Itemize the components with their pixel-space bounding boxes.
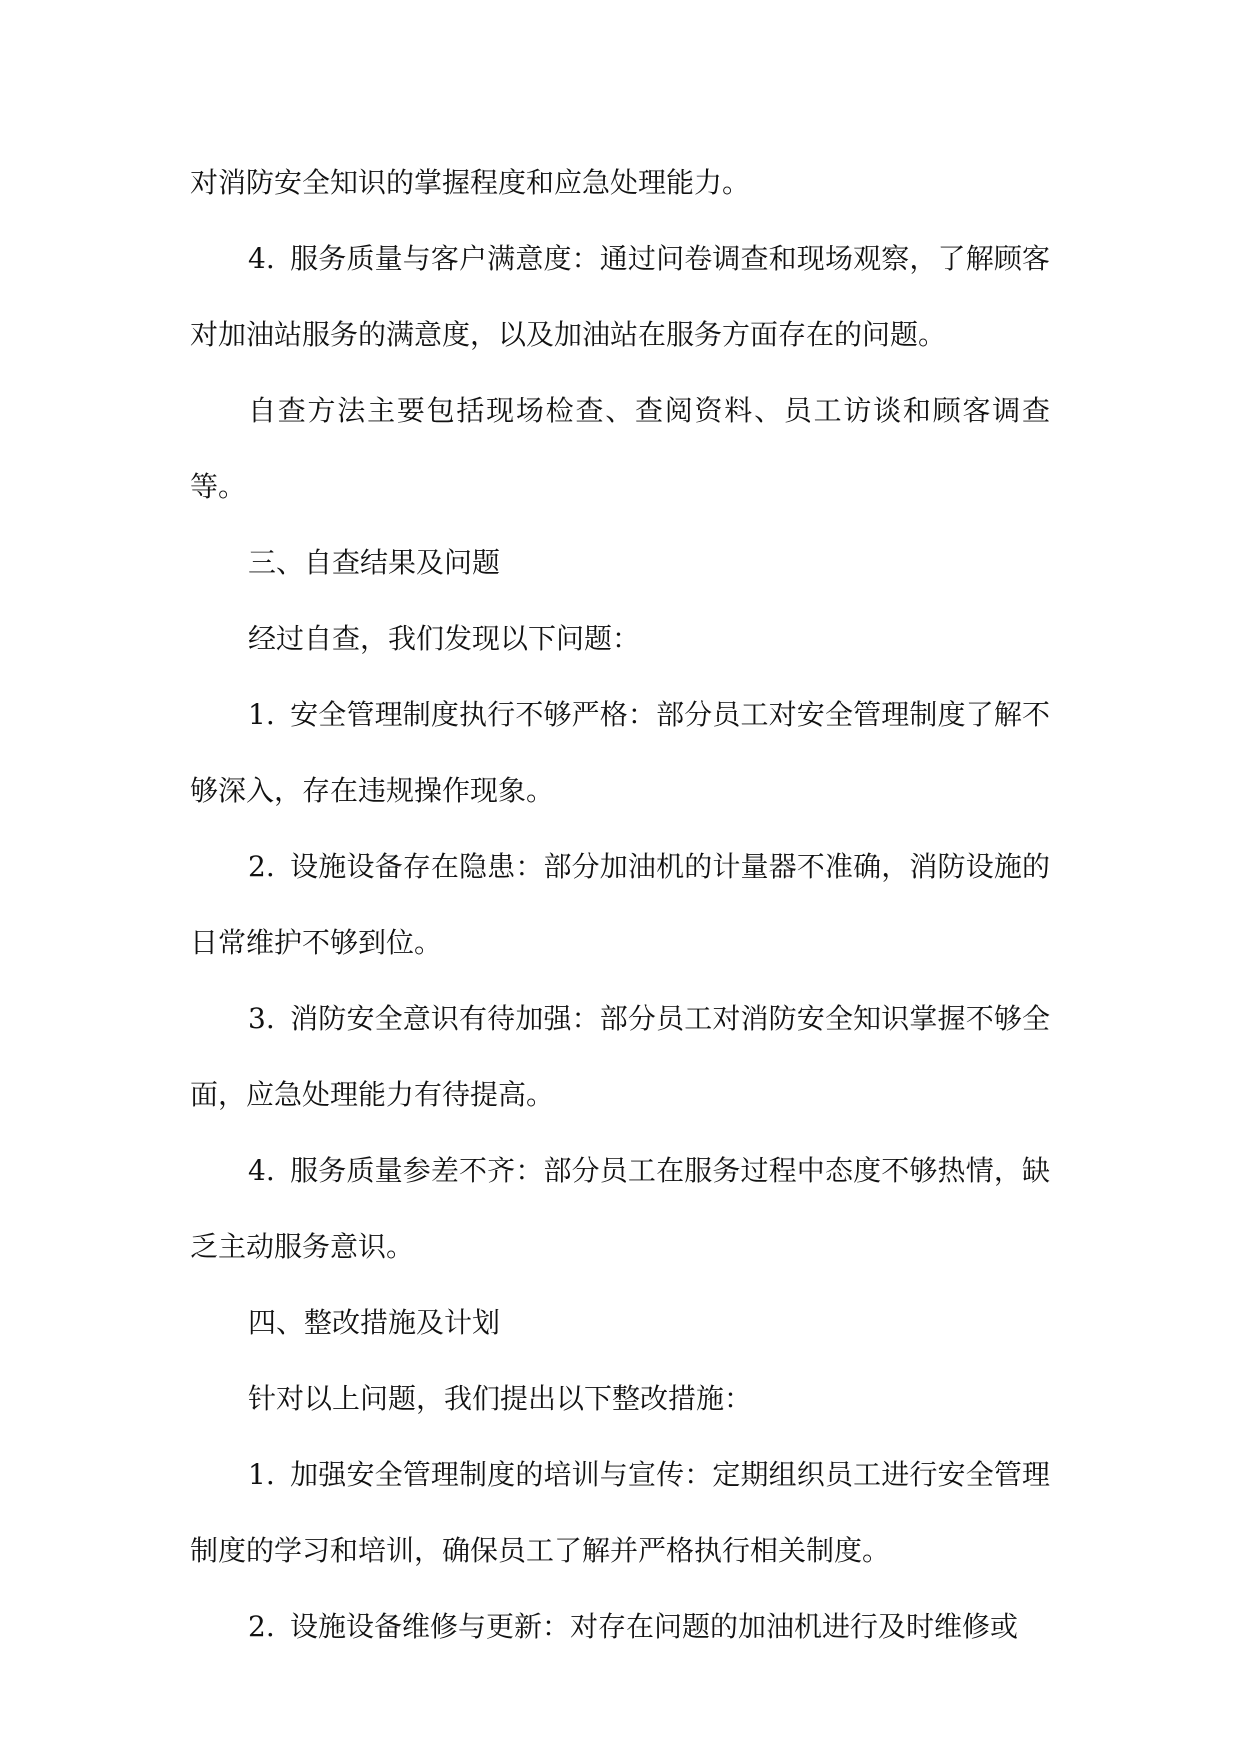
paragraph-problem-4 xyxy=(190,1133,1050,1285)
paragraph-text: 服务质量参差不齐：部分员工在服务过程中态度不够热情，缺乏主动服务意识。 xyxy=(190,1154,1050,1263)
paragraph-text: 设施设备维修与更新：对存在问题的加油机进行及时维修或 xyxy=(290,1610,1019,1643)
paragraph-text: 消防安全意识有待加强：部分员工对消防安全知识掌握不够全面，应急处理能力有待提高。 xyxy=(190,1002,1050,1111)
paragraph-continuation xyxy=(190,145,1050,221)
heading-text: 四、整改措施及计划 xyxy=(248,1306,501,1339)
paragraph-text: 安全管理制度执行不够严格：部分员工对安全管理制度了解不够深入，存在违规操作现象。 xyxy=(190,698,1050,807)
paragraph-text: 针对以上问题，我们提出以下整改措施： xyxy=(248,1382,753,1415)
paragraph-problem-1 xyxy=(190,677,1050,829)
list-number: 1. xyxy=(248,1458,275,1491)
paragraph-text: 对消防安全知识的掌握程度和应急处理能力。 xyxy=(190,166,751,199)
paragraph-measures-intro xyxy=(190,1361,1050,1437)
paragraph-text: 自查方法主要包括现场检查、查阅资料、员工访谈和顾客调查等。 xyxy=(190,394,1050,503)
list-number: 2. xyxy=(248,1610,275,1643)
paragraph-text: 经过自查，我们发现以下问题： xyxy=(248,622,641,655)
list-number: 3. xyxy=(248,1002,275,1035)
list-number: 4. xyxy=(248,1154,275,1187)
document-body xyxy=(190,145,1050,1665)
paragraph-problem-2 xyxy=(190,829,1050,981)
paragraph-methods xyxy=(190,373,1050,525)
paragraph-text: 服务质量与客户满意度：通过问卷调查和现场观察，了解顾客对加油站服务的满意度，以及加油站在服务方面存在的问题。 xyxy=(190,242,1050,351)
paragraph-text: 设施设备存在隐患：部分加油机的计量器不准确，消防设施的日常维护不够到位。 xyxy=(190,850,1050,959)
paragraph-measure-2 xyxy=(190,1589,1050,1665)
heading-text: 三、自查结果及问题 xyxy=(248,546,501,579)
paragraph-measure-1 xyxy=(190,1437,1050,1589)
paragraph-text: 加强安全管理制度的培训与宣传：定期组织员工进行安全管理制度的学习和培训，确保员工了解并严格执行相关制度。 xyxy=(190,1458,1050,1567)
section-heading-measures xyxy=(190,1285,1050,1361)
section-heading-results xyxy=(190,525,1050,601)
list-number: 2. xyxy=(248,850,275,883)
list-number: 4. xyxy=(248,242,275,275)
list-number: 1. xyxy=(248,698,275,731)
paragraph-survey-item-4 xyxy=(190,221,1050,373)
paragraph-problem-3 xyxy=(190,981,1050,1133)
paragraph-findings-intro xyxy=(190,601,1050,677)
